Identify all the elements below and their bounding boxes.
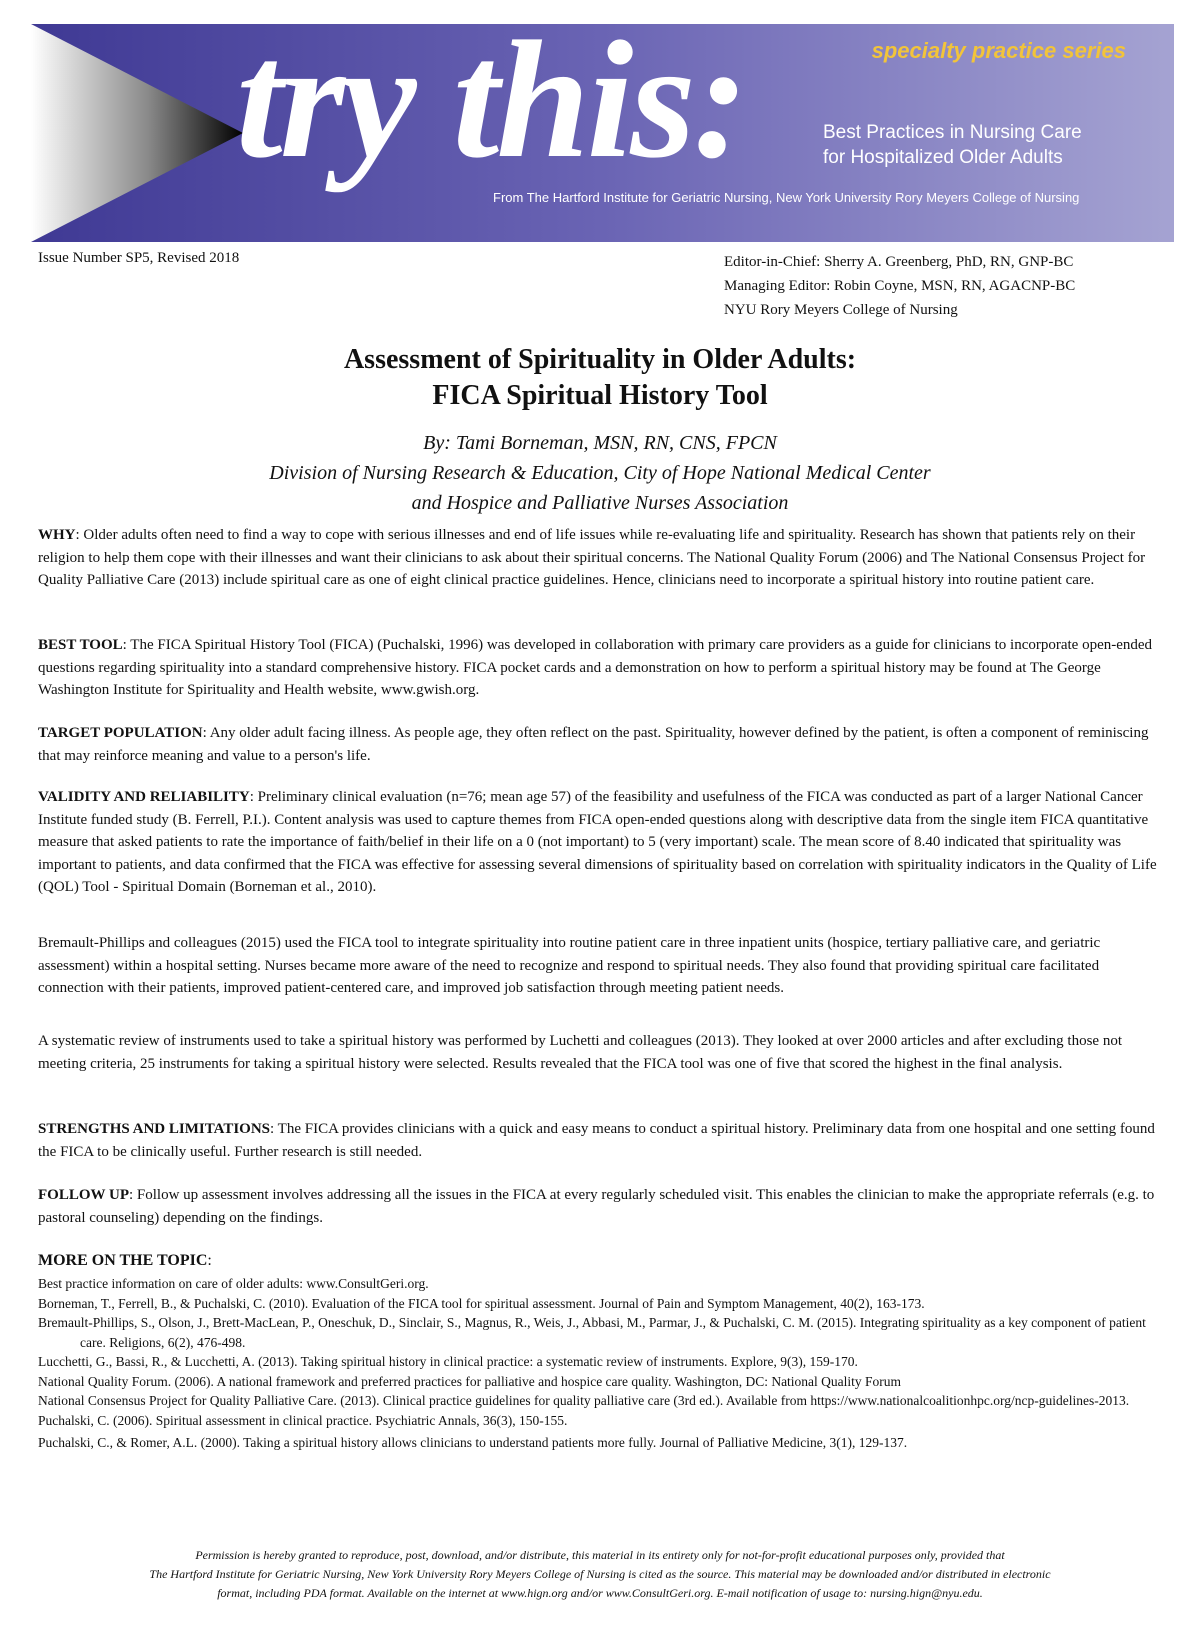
header-banner	[31, 24, 1174, 242]
more-heading-colon: :	[207, 1252, 212, 1269]
editor-in-chief: Editor-in-Chief: Sherry A. Greenberg, PhD, RN, GNP-BC	[724, 254, 1074, 270]
section-heading: WHY	[38, 527, 76, 543]
reference-item: National Consensus Project for Quality Palliative Care. (2013). Clinical practice guidelines for quality palliative care (3rd ed.). Available from https://www.nationalcoalitionhpc.org/ncp-guidelines-2013.	[38, 1393, 1130, 1408]
section-heading: BEST TOOL	[38, 637, 123, 653]
permission-line-3: format, including PDA format. Available on the internet at www.hign.org and/or www.ConsultGeri.org. E-mail notification of usage to: nursing.hign@nyu.edu.	[217, 1586, 983, 1600]
reference-item: Puchalski, C., & Romer, A.L. (2000). Taking a spiritual history allows clinicians to understand patients more fully. Journal of Palliative Medicine, 3(1), 129-137.	[38, 1435, 908, 1450]
reference-list	[38, 1274, 1162, 1453]
permission-line-2: The Hartford Institute for Geriatric Nursing, New York University Rory Meyers College of Nursing is cited as the source. This material may be downloaded and/or distributed in electronic	[149, 1567, 1051, 1581]
reference-item: Lucchetti, G., Bassi, R., & Lucchetti, A. (2013). Taking spiritual history in clinical practice: a systematic review of instruments. Explore, 9(3), 159-170.	[38, 1354, 858, 1369]
reference-item: National Quality Forum. (2006). A national framework and preferred practices for palliative and hospice care quality. Washington, DC: National Quality Forum	[38, 1373, 902, 1389]
paragraph-systematic-review: A systematic review of instruments used to take a spiritual history was performed by Luchetti and colleagues (2013). They looked at over 2000 articles and after excluding those not meeting criteria, 25 instruments for taking a spiritual history were selected. Results revealed that the FICA tool was one of five that scored the highest in the final analysis.	[38, 1033, 1123, 1072]
college-name: NYU Rory Meyers College of Nursing	[724, 302, 958, 318]
section-heading: STRENGTHS AND LIMITATIONS	[38, 1121, 271, 1137]
managing-editor: Managing Editor: Robin Coyne, MSN, RN, AGACNP-BC	[724, 278, 1076, 294]
section-target-population	[38, 722, 1162, 767]
affiliation-line-2: and Hospice and Palliative Nurses Association	[411, 492, 789, 514]
section-best-tool	[38, 634, 1162, 702]
byline	[0, 428, 1200, 518]
more-heading-text: MORE ON THE TOPIC	[38, 1252, 208, 1269]
page-title	[0, 342, 1200, 414]
permission-line-1: Permission is hereby granted to reproduce, post, download, and/or distribute, this material in its entirety only for not-for-profit educational purposes only, provided that	[195, 1548, 1005, 1562]
section-why	[38, 524, 1162, 592]
section-validity-reliability	[38, 786, 1162, 899]
section-follow-up	[38, 1184, 1162, 1229]
series-label: specialty practice series	[871, 38, 1126, 63]
section-text: : Older adults often need to find a way to cope with serious illnesses and end of life issues while re-evaluating life and spirituality. Research has shown that patients rely on their religion to help them cope with their illnesses and want their clinicians to ask about their spiritual concerns. The National Quality Forum (2006) and The National Consensus Project for Quality Palliative Care (2013) include spiritual care as one of eight clinical practice guidelines. Hence, clinicians need to incorporate a spiritual history into routine patient care.	[38, 527, 1146, 588]
section-text: : The FICA provides clinicians with a quick and easy means to conduct a spiritual history. Preliminary data from one hospital and one setting found the FICA to be clinically useful. Further research is still needed.	[38, 1121, 1155, 1160]
section-heading: TARGET POPULATION	[38, 725, 203, 741]
section-text: : Any older adult facing illness. As people age, they often reflect on the past. Spirituality, however defined by the patient, is often a component of reminiscing that may reinforce meaning and value to a person's life.	[38, 725, 1149, 764]
reference-item: Puchalski, C. (2006). Spiritual assessment in clinical practice. Psychiatric Annals, 36(3), 150-155.	[38, 1412, 568, 1428]
permission-notice	[30, 1546, 1170, 1603]
tagline-line-1: Best Practices in Nursing Care	[823, 122, 1082, 143]
tagline-line-2: for Hospitalized Older Adults	[823, 147, 1063, 168]
reference-item: Bremault-Phillips, S., Olson, J., Brett-MacLean, P., Oneschuk, D., Sinclair, S., Magnus, R., Weis, J., Abbasi, M., Parmar, J., & Puchalski, C. M. (2015). Integrating spirituality as a key component of patient care. Religions, 6(2), 476-498.	[38, 1315, 1146, 1350]
reference-item: Best practice information on care of older adults: www.ConsultGeri.org.	[38, 1276, 429, 1291]
editor-block	[724, 250, 1075, 322]
section-heading: VALIDITY AND RELIABILITY	[38, 789, 250, 805]
section-text: : The FICA Spiritual History Tool (FICA) (Puchalski, 1996) was developed in collaboration with primary care providers as a guide for clinicians to incorporate open-ended questions regarding spirituality into a standard comprehensive history. FICA pocket cards and a demonstration on how to perform a spiritual history may be found at The George Washington Institute for Spirituality and Health website, www.gwish.org.	[38, 637, 1153, 698]
source-institution: From The Hartford Institute for Geriatric Nursing, New York University Rory Meyers College of Nursing	[493, 190, 1080, 205]
section-text: : Follow up assessment involves addressing all the issues in the FICA at every regularly scheduled visit. This enables the clinician to make the appropriate referrals (e.g. to pastoral counseling) depending on the findings.	[38, 1187, 1155, 1226]
paragraph-bremault: Bremault-Phillips and colleagues (2015) used the FICA tool to integrate spirituality into routine patient care in three inpatient units (hospice, tertiary palliative care, and geriatric assessment) within a hospital setting. Nurses became more aware of the need to recognize and respond to spiritual needs. They also found that providing spiritual care facilitated connection with their patients, improved patient-centered care, and improved job satisfaction through meeting patient needs.	[38, 935, 1101, 996]
title-line-2: FICA Spiritual History Tool	[432, 380, 768, 411]
section-strengths-limitations	[38, 1118, 1162, 1163]
section-text: : Preliminary clinical evaluation (n=76; mean age 57) of the feasibility and usefulness of the FICA was conducted as part of a larger National Cancer Institute funded study (B. Ferrell, P.I.). Content analysis was used to capture themes from FICA open-ended questions along with descriptive data from the single item FICA quantitative measure that asked patients to rate the importance of faith/belief in their life on a 0 (not important) to 5 (very important) scale. The mean score of 8.40 indicated that spirituality was important to patients, and data confirmed that the FICA was effective for assessing several dimensions of spirituality based on correlation with spirituality indicators in the Quality of Life (QOL) Tool - Spiritual Domain (Borneman et al., 2010).	[38, 789, 1157, 895]
tagline	[823, 120, 1082, 170]
author: By: Tami Borneman, MSN, RN, CNS, FPCN	[423, 432, 777, 454]
affiliation-line-1: Division of Nursing Research & Education, City of Hope National Medical Center	[269, 462, 931, 484]
issue-number: Issue Number SP5, Revised 2018	[38, 250, 240, 266]
more-on-topic-heading	[38, 1252, 212, 1270]
reference-item: Borneman, T., Ferrell, B., & Puchalski, C. (2010). Evaluation of the FICA tool for spiritual assessment. Journal of Pain and Symptom Management, 40(2), 163-173.	[38, 1295, 925, 1311]
brand-logo-text: try this:	[236, 24, 746, 193]
title-line-1: Assessment of Spirituality in Older Adults:	[343, 344, 857, 375]
section-heading: FOLLOW UP	[38, 1187, 129, 1203]
play-triangle-graphic	[31, 24, 261, 242]
